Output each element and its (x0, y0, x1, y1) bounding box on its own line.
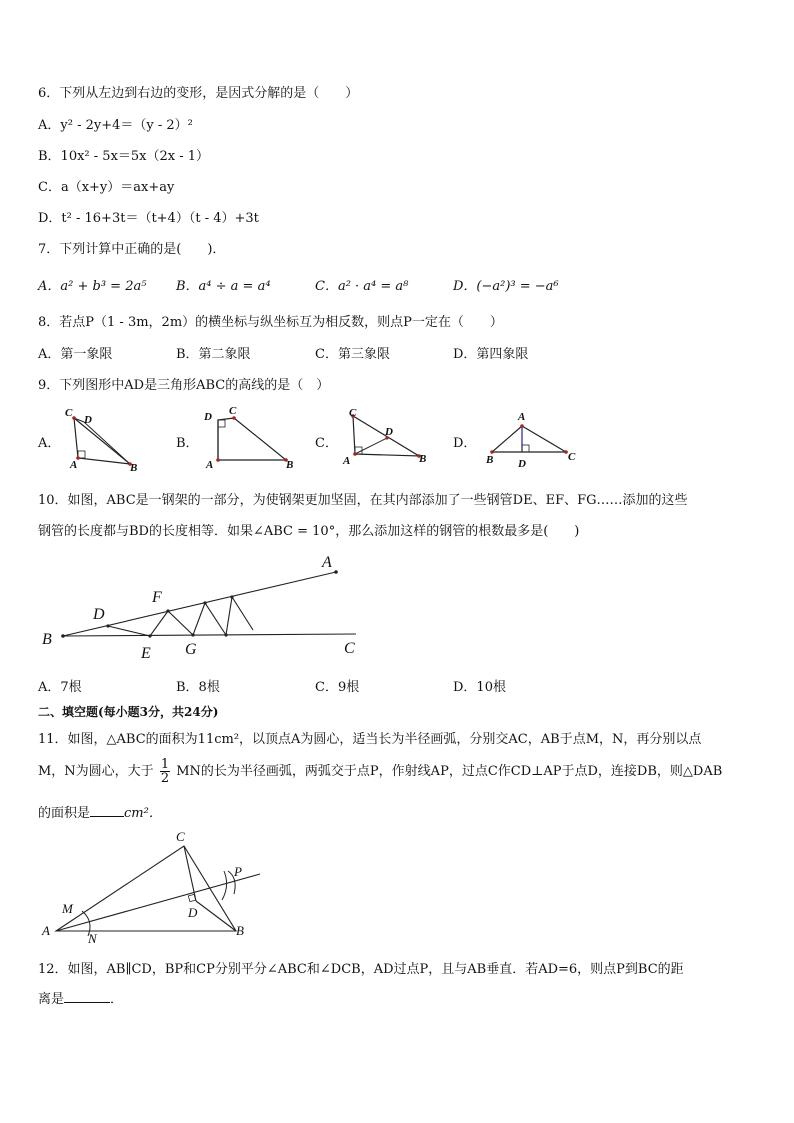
q11-label-n: N (88, 931, 97, 946)
q9d-label-d: D (518, 458, 526, 470)
q10-figure (38, 552, 378, 664)
q12-answer-blank[interactable] (64, 1002, 110, 1003)
q8-option-d: D．第四象限 (453, 347, 529, 362)
section-2-heading: 二、填空题(每小题3分，共24分) (38, 705, 219, 719)
q8-option-c: C．第三象限 (315, 347, 390, 362)
q12-line2 (38, 988, 123, 1007)
q6-option-d: D．t² - 16+3t＝（t+4）（t - 4）+3t (38, 211, 259, 226)
q8-stem: 8．若点P（1 - 3m，2m）的横坐标与纵坐标互为相反数，则点P一定在（ ） (38, 315, 503, 330)
q9-figure-d (478, 404, 578, 470)
q9-option-b-label: B． (176, 436, 199, 451)
q11-answer-blank[interactable] (90, 816, 124, 817)
q11-label-c: C (176, 829, 185, 844)
q9b-label-c: C (229, 405, 237, 417)
q9a-label-a: A (70, 459, 78, 471)
q11-line1: 11．如图，△ABC的面积为11cm²，以顶点A为圆心，适当长为半径画弧，分别交AC，AB于点M，N，再分别以点 (38, 732, 702, 747)
q11-fraction (160, 758, 170, 785)
q7-option-c: C．a² · a⁴ = a⁸ (315, 279, 409, 294)
q11-line2-post: MN的长为半径画弧，两弧交于点P，作射线AP，过点C作CD⊥AP于点D，连接DB，则△DAB (176, 764, 723, 779)
q12-line1: 12．如图，AB∥CD，BP和CP分别平分∠ABC和∠DCB，AD过点P，且与AB垂直．若AD=6，则点P到BC的距 (38, 962, 684, 977)
q9b-label-d: D (204, 411, 212, 423)
q7-option-b: B．a⁴ ÷ a = a⁴ (176, 279, 271, 294)
q8-option-a: A．第一象限 (38, 347, 113, 362)
q10-option-c: C．9根 (315, 680, 360, 695)
q9-option-a-label: A． (38, 436, 61, 451)
q9d-label-b: B (486, 454, 494, 466)
q9c-label-b: B (419, 453, 427, 465)
q9-option-c-label: C． (315, 436, 338, 451)
q11-line3-post: cm²． (124, 806, 162, 821)
q9-figure-b (198, 402, 303, 472)
q11-label-m: M (62, 901, 73, 916)
q9b-label-b: B (286, 459, 294, 471)
q9d-label-a: A (518, 411, 526, 423)
q6-stem: 6．下列从左边到右边的变形，是因式分解的是（ ） (38, 86, 359, 101)
q6-option-b: B．10x² - 5x＝5x（2x - 1） (38, 149, 210, 164)
q10-label-d: D (93, 606, 105, 623)
q7-stem: 7．下列计算中正确的是( )． (38, 242, 226, 257)
q10-option-a: A．7根 (38, 680, 82, 695)
q9-stem: 9．下列图形中AD是三角形ABC的高线的是（ ） (38, 378, 330, 393)
q11-line3 (38, 802, 162, 821)
q11-figure (38, 826, 274, 946)
q11-line3-pre: 的面积是 (38, 806, 91, 821)
q10-label-c: C (344, 640, 355, 657)
q11-label-b: B (236, 923, 244, 938)
q9a-label-c: C (65, 407, 73, 419)
q9a-label-d: D (84, 414, 92, 426)
q10-line2: 钢管的长度都与BD的长度相等．如果∠ABC = 10°，那么添加这样的钢管的根数最多是( ) (38, 524, 580, 539)
q6-option-c: C．a（x+y）＝ax+ay (38, 180, 175, 195)
q7-option-d: D．(−a²)³ = −a⁶ (453, 279, 559, 294)
q9-figure-a (60, 404, 145, 474)
q11-frac-den: 2 (160, 771, 170, 786)
q11-label-d: D (188, 905, 198, 920)
q9a-label-b: B (130, 462, 138, 474)
q10-label-b: B (42, 631, 52, 648)
q9c-label-d: D (385, 426, 393, 438)
q9c-label-a: A (343, 455, 351, 467)
q11-label-p: P (234, 864, 242, 879)
q10-label-a: A (322, 554, 332, 571)
q11-label-a: A (42, 923, 50, 938)
q11-line2-pre: M，N为圆心，大于 (38, 764, 154, 779)
q7-option-a: A．a² + b³ = 2a⁵ (38, 279, 147, 294)
q10-option-d: D．10根 (453, 680, 506, 695)
q10-label-g: G (185, 641, 197, 658)
q9b-label-a: A (206, 459, 214, 471)
q6-option-a: A．y² - 2y+4＝（y - 2）² (38, 118, 193, 133)
q10-label-e: E (141, 645, 151, 662)
q11-line2 (38, 758, 722, 785)
q12-line2-post: ． (110, 992, 124, 1007)
q9-figure-c (337, 404, 437, 470)
q10-label-f: F (152, 589, 162, 606)
q8-option-b: B．第二象限 (176, 347, 251, 362)
q12-line2-pre: 离是 (38, 992, 65, 1007)
q9c-label-c: C (349, 407, 357, 419)
q10-line1: 10．如图，ABC是一钢架的一部分，为使钢架更加坚固，在其内部添加了一些钢管DE、EF、FG……添加的这些 (38, 493, 688, 508)
q9-option-d-label: D． (453, 436, 477, 451)
q10-option-b: B．8根 (176, 680, 220, 695)
q9d-label-c: C (568, 451, 576, 463)
q11-frac-num: 1 (160, 757, 170, 772)
